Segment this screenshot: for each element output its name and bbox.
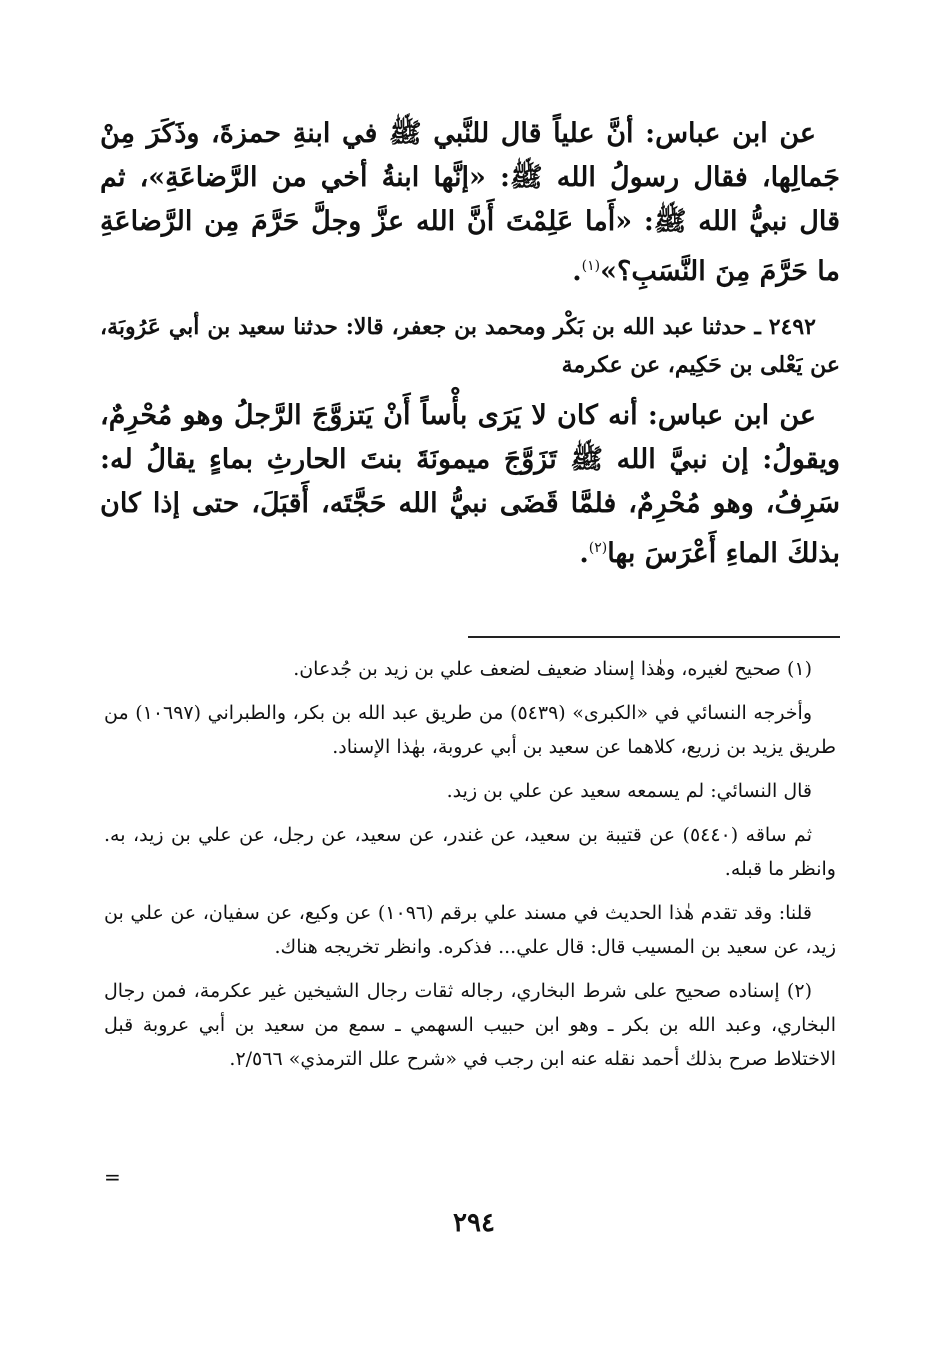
footnote-1-takhrij: وأخرجه النسائي في «الكبرى» (٥٤٣٩) من طريق عبد الله بن بكر، والطبراني (١٠٦٩٧) من طريق يزيد بن زريع، كلاهما عن سعيد بن أبي عروبة، بهٰذا الإسناد. [104,702,836,758]
footnote-divider [468,636,840,638]
isnad-paragraph: ٢٤٩٢ ـ حدثنا عبد الله بن بَكْر ومحمد بن جعفر، قالا: حدثنا سعيد بن أبي عَرُوبَة، عن يَعْلى بن حَكِيم، عن عكرمة [100,314,840,378]
footnotes [104,652,836,1086]
main-text [100,112,840,590]
footnote-1: (١) صحيح لغيره، وهٰذا إسناد ضعيف لضعف علي بن زيد بن جُدعان. [293,658,812,680]
footnote-1-nasai: قال النسائي: لم يسمعه سعيد عن علي بن زيد. [446,780,812,802]
footnote-1-saqahu: ثم ساقه (٥٤٤٠) عن قتيبة بن سعيد، عن غندر، عن سعيد، عن رجل، عن علي بن زيد، به. وانظر ما قبله. [104,824,836,880]
footnote-2: (٢) إسناده صحيح على شرط البخاري، رجاله ثقات رجال الشيخين غير عكرمة، فمن رجال البخاري، وعبد الله بن بكر ـ وهو ابن حبيب السهمي ـ سمع من سعيد بن أبي عروبة قبل الاختلاط صرح بذلك أحمد نقله عنه ابن رجب في «شرح علل الترمذي» ٢/٥٦٦. [104,980,836,1070]
continuation-mark: = [104,1165,121,1189]
period-2: . [579,538,589,569]
footnote-ref-1: (١) [581,258,601,274]
footnote-1-qulna: قلنا: وقد تقدم هٰذا الحديث في مسند علي برقم (١٠٩٦) عن وكيع، عن سفيان، عن علي بن زيد، عن سعيد بن المسيب قال: قال علي... فذكره. وانظر تخريجه هناك. [104,902,836,958]
hadith-paragraph-1 [100,112,840,294]
hadith-text-2: عن ابن عباس: أنه كان لا يَرَى بأْساً أَنْ يَتزوَّجَ الرَّجلُ وهو مُحْرِمٌ، ويقولُ: إن نبيَّ الله ﷺ تَزَوَّجَ ميمونَةَ بنتَ الحارثِ بماءٍ يقالُ له: سَرِفُ، وهو مُحْرِمٌ، فلمَّا قَضَى نبيُّ الله حَجَّتَه، أَقبَلَ، حتى إذا كان بذلكَ الماءِ أَعْرَسَ بها [100,400,840,569]
hadith-text-1: عن ابن عباس: أنَّ علياً قال للنَّبي ﷺ في ابنةِ حمزةَ، وذَكَرَ مِنْ جَمالِها، فقال رسولُ الله ﷺ: «إنَّها ابنةُ أخي من الرَّضاعَةِ»، ثم قال نبيُّ الله ﷺ: «أَما عَلِمْتَ أَنَّ الله عزَّ وجلَّ حَرَّمَ مِن الرَّضاعَةِ ما حَرَّمَ مِنَ النَّسَبِ؟» [100,118,840,287]
hadith-paragraph-2 [100,394,840,576]
footnote-ref-2: (٢) [588,540,608,556]
period-1: . [572,256,582,287]
page-number: ٢٩٤ [453,1208,495,1238]
